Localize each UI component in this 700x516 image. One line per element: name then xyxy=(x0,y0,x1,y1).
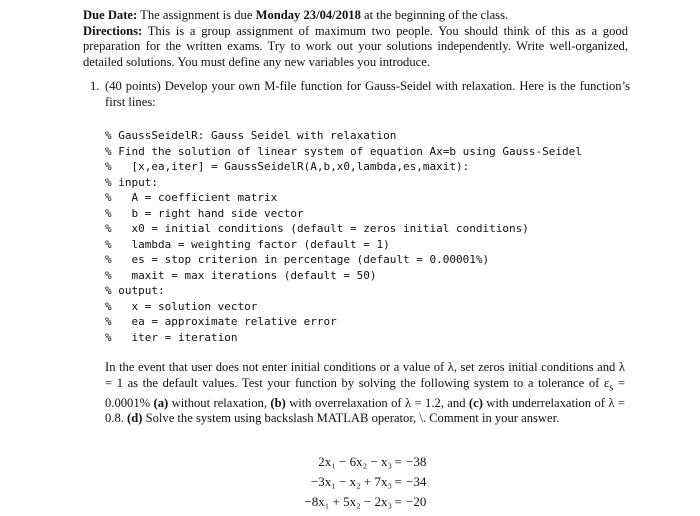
equation-rel: = xyxy=(394,474,402,489)
instructions-text-2: = 0.0001% xyxy=(105,375,625,410)
equation-rel: = xyxy=(394,454,402,469)
part-d-label: (d) xyxy=(127,411,143,426)
code-line: % ea = approximate relative error xyxy=(105,315,337,328)
directions-label: Directions: xyxy=(83,23,143,38)
question-text: (40 points) Develop your own M-file function for Gauss-Seidel with relaxation. Here is the function’s first lines: xyxy=(105,79,630,109)
equation-system xyxy=(270,452,436,512)
question-number: 1. xyxy=(90,79,100,93)
code-line: % A = coefficient matrix xyxy=(105,191,278,204)
equation-rhs: −34 xyxy=(406,474,427,489)
equation-row xyxy=(270,492,436,512)
epsilon-subscript: s xyxy=(609,382,614,394)
code-line: % output: xyxy=(105,284,165,297)
code-line: % x = solution vector xyxy=(105,299,258,313)
code-line: % lambda = weighting factor (default = 1) xyxy=(105,237,390,251)
instructions-text-4: with overrelaxation of λ = 1.2, and xyxy=(285,395,469,410)
equation-rhs: −38 xyxy=(406,454,427,469)
instructions-text-1: In the event that user does not enter initial conditions or a value of λ, set zeros initial conditions and λ = 1 as the default values. Test your function by solving the following system to a tolerance of ε xyxy=(105,360,625,390)
instructions-text-5: with underrelaxation of λ = 0.8. xyxy=(105,395,625,426)
instructions-text-3: without relaxation, xyxy=(168,395,271,410)
code-line: % es = stop criterion in percentage (default = 0.00001%) xyxy=(105,253,490,266)
code-line: % iter = iteration xyxy=(105,330,238,344)
due-date-text-1: The assignment is due xyxy=(137,8,256,22)
code-line: % [x,ea,iter] = GaussSeidelR(A,b,x0,lambda,es,maxit): xyxy=(105,160,470,173)
directions-text: This is a group assignment of maximum two people. You should think of this as a good preparation for the written exams. Try to work out your solutions independently. Write well-organized, detailed solutions. You must define any new variables you introduce. xyxy=(83,23,628,69)
instructions-text-6: Solve the system using backslash MATLAB operator, \. Comment in your answer. xyxy=(142,411,560,426)
code-line: % GaussSeidelR: Gauss Seidel with relaxation xyxy=(105,129,397,142)
code-line: % input: xyxy=(105,175,158,189)
code-listing xyxy=(105,128,582,345)
due-date-text-2: at the beginning of the class. xyxy=(360,8,509,22)
part-c-label: (c) xyxy=(468,395,483,410)
equation-lhs: 2x₁ − 6x₂ − x₃ xyxy=(318,454,392,469)
part-b-label: (b) xyxy=(270,395,286,410)
intro-block xyxy=(83,8,628,70)
due-date-day: Monday 23/04/2018 xyxy=(255,8,361,22)
code-line: % b = right hand side vector xyxy=(105,206,304,220)
equation-row xyxy=(270,472,436,492)
equation-lhs: −3x₁ − x₂ + 7x₃ xyxy=(310,474,392,489)
equation-lhs: −8x₁ + 5x₂ − 2x₃ xyxy=(304,494,392,509)
instructions-paragraph xyxy=(105,360,625,427)
part-a-label: (a) xyxy=(153,395,169,410)
equation-rhs: −20 xyxy=(406,494,427,509)
code-line: % x0 = initial conditions (default = zeros initial conditions) xyxy=(105,222,529,235)
code-line: % Find the solution of linear system of equation Ax=b using Gauss-Seidel xyxy=(105,144,582,158)
equation-row xyxy=(270,452,436,472)
equation-rel: = xyxy=(394,494,402,509)
code-line: % maxit = max iterations (default = 50) xyxy=(105,268,377,282)
due-date-label: Due Date: xyxy=(83,8,138,22)
question-1 xyxy=(90,79,630,110)
